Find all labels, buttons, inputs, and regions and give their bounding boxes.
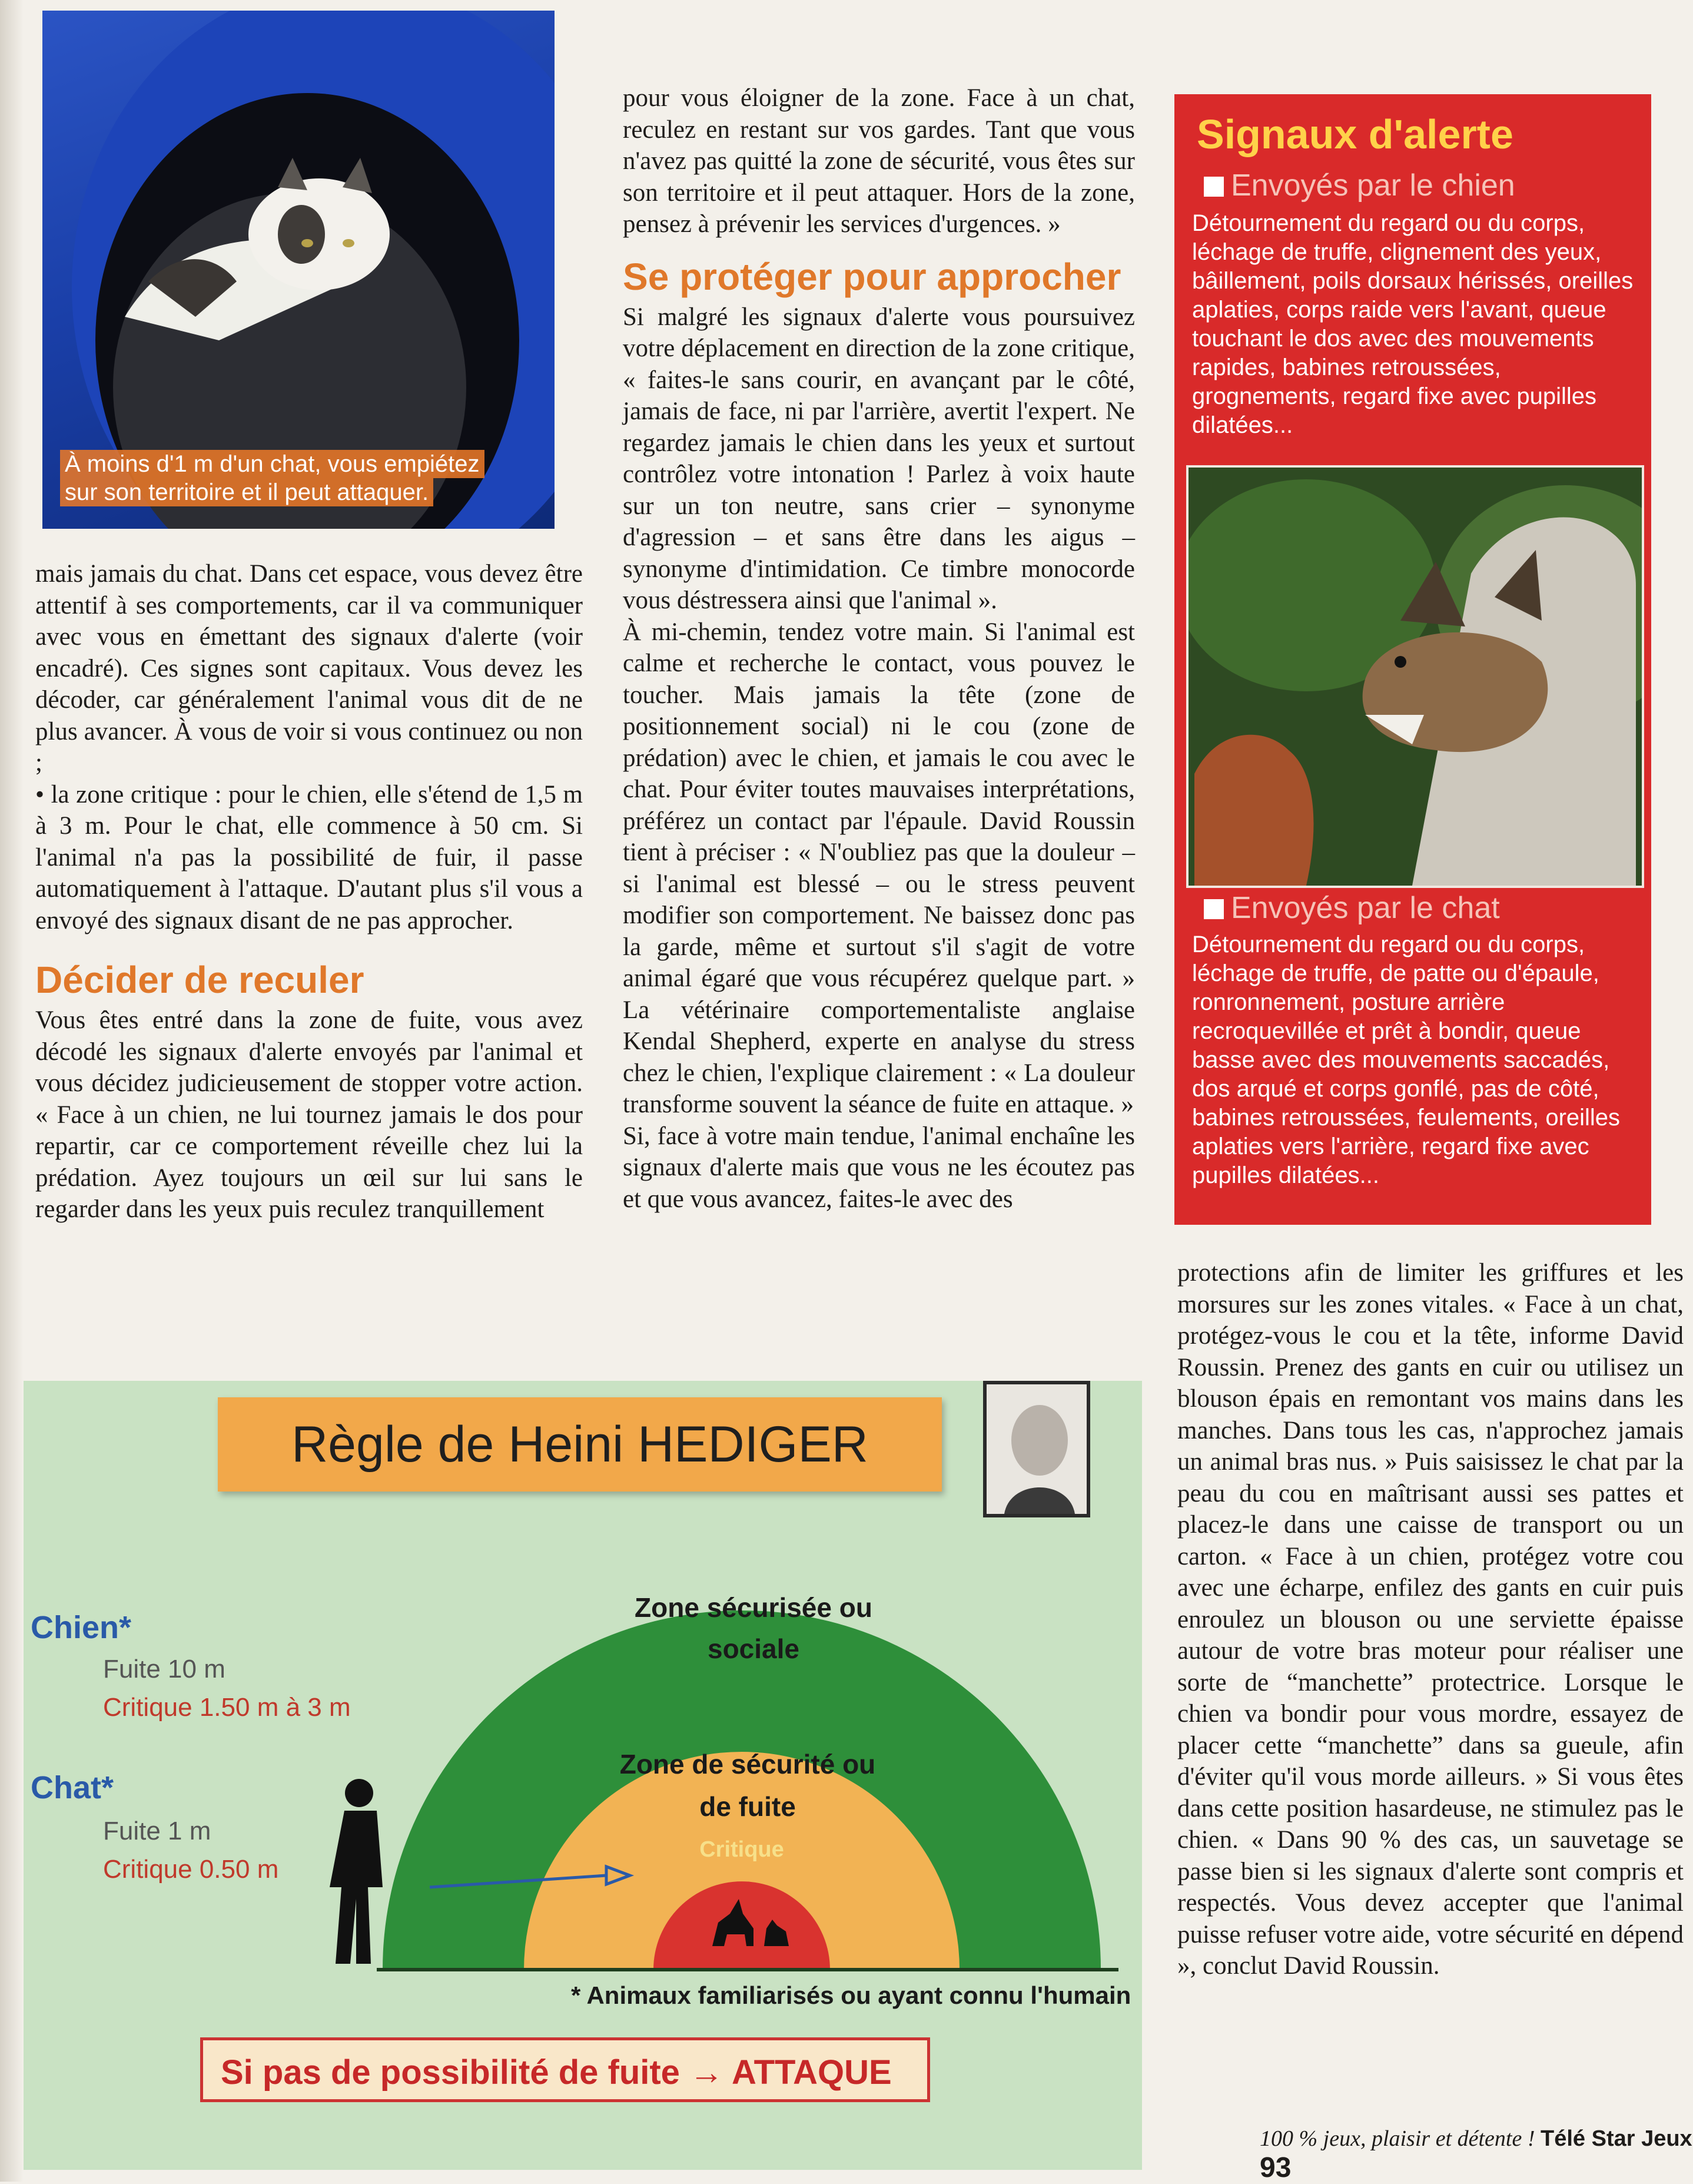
caption-line-1: À moins d'1 m d'un chat, vous empiétez — [60, 450, 484, 478]
article-column-1 — [35, 558, 583, 1225]
cat-flight-distance: Fuite 1 m — [103, 1817, 211, 1845]
dog-flight-distance: Fuite 10 m — [103, 1655, 225, 1683]
section-heading: Se protéger pour approcher — [623, 255, 1121, 298]
warning-signals-box — [1174, 94, 1651, 1225]
magazine-name: Télé Star Jeux — [1541, 2126, 1692, 2151]
snarling-dogs-illustration — [1189, 468, 1642, 886]
caption-line-2: sur son territoire et il peut attaquer. — [60, 478, 433, 506]
section-heading: Décider de reculer — [35, 959, 364, 1001]
critical-zone-label: Critique — [699, 1837, 784, 1862]
diagram-title: Règle de Heini HEDIGER — [218, 1397, 942, 1492]
square-bullet-icon — [1204, 899, 1224, 919]
box-title: Signaux d'alerte — [1197, 111, 1513, 157]
dog-label: Chien* — [31, 1610, 132, 1645]
cat-signals-text: Détournement du regard ou du corps, léchage de truffe, de patte ou d'épaule, ronronnement, posture arrière recroquevillée et prêt à bondir, queue basse avec des mouvements saccadés, dos arqué et corps gonflé, pas de côté, babines retroussées, feulements, oreilles aplaties vers l'arrière, regard fixe avec pupilles dilatées... — [1192, 932, 1621, 1188]
square-bullet-icon — [1204, 177, 1224, 197]
cat-photo — [42, 11, 555, 529]
cat-subheading: Envoyés par le chat — [1204, 890, 1500, 926]
col2-paragraph: Si malgré les signaux d'alerte vous poursuivez votre déplacement en direction de la zone critique, « faites-le sans courir, en avançant par le côté, jamais de face, ni par l'arrière, avertit l'expert. Ne regardez jamais le chien dans les yeux et surtout contrôlez votre intonation ! Parlez à voix haute sur un ton neutre, sans crier – synonyme d'agression – et sans être dans les aigus – synonyme d'intimidation. Ce timbre monocorde vous déstressera ainsi que l'animal ». — [623, 303, 1135, 614]
hediger-rule-diagram — [24, 1381, 1142, 2170]
col2-paragraph: pour vous éloigner de la zone. Face à un chat, reculez en restant sur vos gardes. Tant que vous n'avez pas quitté la zone de sécurité, vous êtes sur son territoire et il peut attaquer. Hors de la zone, pensez à prévenir les services d'urgences. » — [623, 84, 1135, 238]
dog-signals-text: Détournement du regard ou du corps, léchage de truffe, clignement des yeux, bâillement, poils dorsaux hérissés, oreilles aplaties, corps raide vers l'avant, queue touchant le dos avec des mouvements rapides, babines retroussées, grognements, regard fixe avec pupilles dilatées... — [1192, 210, 1634, 438]
col3-paragraph: protections afin de limiter les griffures et les morsures sur les zones vitales. « Face à un chat, protégez-vous le cou et la tête, informe David Roussin. Prenez des gants en cuir ou utilisez un blouson épais en remontant vos mains dans les manches. Dans tous les cas, n'approchez jamais un animal bras nus. » Puis saisissez le chat par la peau du cou en maîtrisant aussi ses pattes et placez-le dans une caisse de transport ou un carton. « Face à un chien, protégez votre cou avec une écharpe, enfilez des gants en cuir puis enroulez un blouson ou une serviette épaisse autour de votre bras moteur pour réaliser une sorte de “manchette” protectrice. Lorsque le chien va bondir pour vous mordre, essayez de placer cette “manchette” dans sa gueule, afin d'éviter qu'il vous morde ailleurs. » Si vous êtes dans cette position hasardeuse, ne stimulez pas le chien. « Dans 90 % des cas, un sauvetage se passe bien si les signaux d'alerte sont compris et respectés. Vous devez accepter que l'animal puisse refuser votre aide, votre sécurité en dépend », conclut David Roussin. — [1177, 1259, 1684, 1980]
dog-critical-distance: Critique 1.50 m à 3 m — [103, 1693, 351, 1722]
footer-tagline: 100 % jeux, plaisir et détente ! — [1260, 2126, 1535, 2151]
col1-paragraph: mais jamais du chat. Dans cet espace, vous devez être attentif à ses comportements, car il va communiquer avec vous en émettant des signaux d'alerte (voir encadré). Ces signes sont capitaux. Vous devez les décoder, car généralement l'animal vous dit de ne plus avancer. À vous de voir si vous continuez ou non ; — [35, 560, 583, 777]
col1-paragraph: • la zone critique : pour le chien, elle s'étend de 1,5 m à 3 m. Pour le chat, elle commence à 50 cm. Si l'animal n'a pas la possibilité de fuir, il passe automatiquement à l'attaque. D'autant plus s'il vous a envoyé des signaux disant de ne pas approcher. — [35, 780, 583, 934]
page-number: 93 — [1260, 2152, 1292, 2183]
cat-critical-distance: Critique 0.50 m — [103, 1855, 279, 1884]
article-column-3 — [1177, 1257, 1684, 1982]
page-footer — [1260, 2126, 1693, 2184]
social-zone-label: Zone sécurisée ou sociale — [635, 1592, 872, 1664]
attack-warning-banner: Si pas de possibilité de fuite → ATTAQUE — [200, 2037, 930, 2102]
cat-label: Chat* — [31, 1770, 114, 1805]
cat-photo-caption — [60, 450, 484, 506]
page-binding-shadow — [0, 0, 24, 2182]
flight-zone-label: Zone de sécurité ou de fuite — [619, 1749, 876, 1822]
col2-paragraph: À mi-chemin, tendez votre main. Si l'animal est calme et recherche le contact, vous pouvez le toucher. Mais jamais la tête (zone de positionnement social) ni le cou (zone de prédation) avec le chien, et jamais le cou avec le chat. Pour éviter toutes mauvaises interprétations, préférez un contact par l'épaule. David Roussin tient à préciser : « N'oubliez pas que la douleur – si l'animal est blessé – ou le stress peuvent modifier son comportement. Ne baissez donc pas la garde, même et surtout s'il s'agit de votre animal égaré que vous récupérez quelque part. » La vétérinaire comportementaliste anglaise Kendal Shepherd, experte en analyse du stress chez le chien, l'explique clairement : « La douleur transforme souvent la séance de fuite en attaque. » — [623, 618, 1135, 1118]
col1-paragraph: Vous êtes entré dans la zone de fuite, vous avez décodé les signaux d'alerte envoyés par l'animal et vous décidez judicieusement de stopper votre action. « Face à un chien, ne lui tournez jamais le dos pour repartir, car ce comportement réveille chez lui la prédation. Ayez toujours un œil sur lui sans le regarder dans les yeux puis reculez tranquillement — [35, 1006, 583, 1223]
dog-subheading: Envoyés par le chien — [1204, 168, 1515, 203]
dog-photo — [1186, 465, 1644, 888]
article-column-2 — [623, 82, 1135, 1215]
diagram-footnote: * Animaux familiarisés ou ayant connu l'humain — [571, 1981, 1131, 2009]
col2-paragraph: Si, face à votre main tendue, l'animal enchaîne les signaux d'alerte mais que vous ne les écoutez pas et que vous avancez, faites-le avec des — [623, 1122, 1135, 1213]
